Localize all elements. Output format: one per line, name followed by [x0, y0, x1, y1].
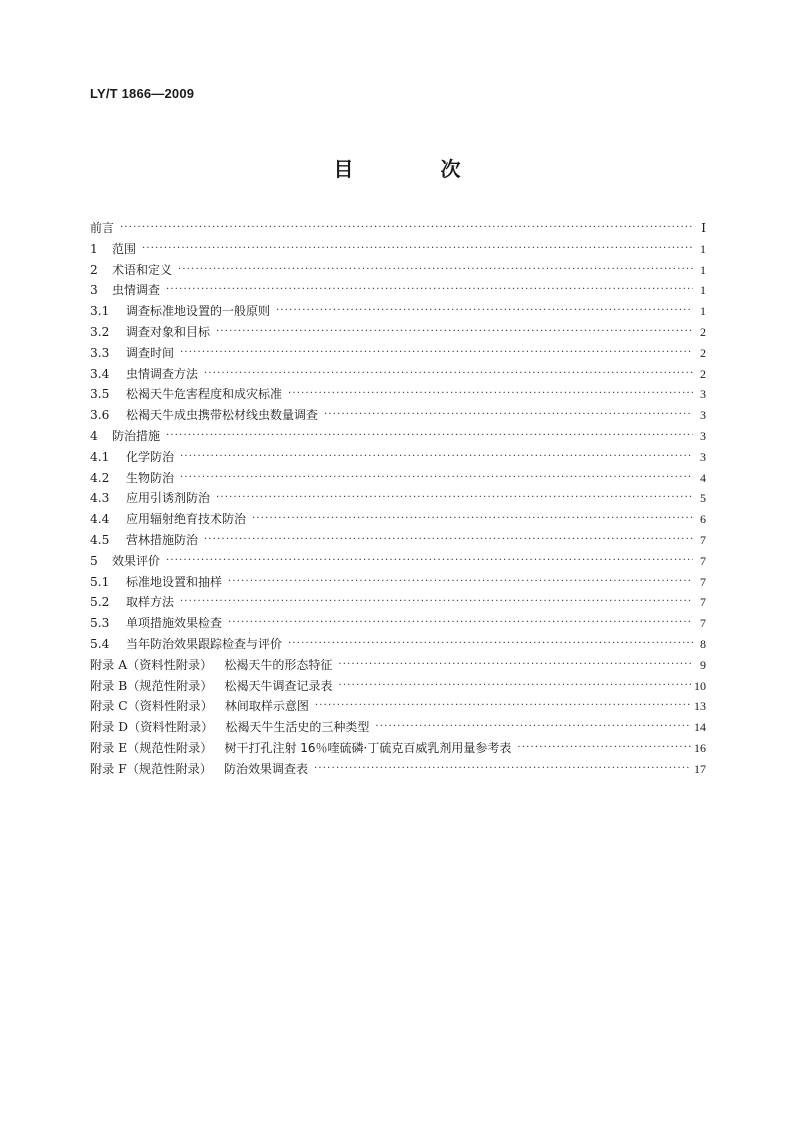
- toc-entry-page: Ⅰ: [701, 221, 706, 235]
- toc-dot-leader: [314, 759, 691, 780]
- toc-entry-label: 效果评价: [112, 553, 161, 568]
- toc-entry-page: 14: [694, 720, 706, 735]
- toc-entry-label: 松褐天牛调查记录表: [224, 678, 333, 693]
- toc-entry[interactable]: [90, 509, 706, 530]
- toc-entry[interactable]: [90, 468, 706, 489]
- toc-entry-label: 当年防治效果跟踪检查与评价: [126, 636, 283, 651]
- toc-entry-label: 调查对象和目标: [126, 324, 211, 339]
- toc-entry-page: 6: [700, 512, 706, 527]
- toc-entry-number: 4.3: [90, 491, 110, 506]
- toc-entry-number: 附录 A（资料性附录）: [90, 657, 213, 672]
- toc-entry[interactable]: [90, 530, 706, 551]
- toc-entry-label: 前言: [90, 221, 115, 235]
- toc-dot-leader: [166, 280, 693, 301]
- toc-entry[interactable]: [90, 717, 706, 738]
- toc-dot-leader: [324, 405, 693, 426]
- toc-dot-leader: [288, 384, 693, 405]
- toc-entry-number: 4.5: [90, 532, 110, 547]
- toc-entry-label: 防治措施: [112, 428, 161, 443]
- toc-dot-leader: [166, 551, 693, 572]
- toc-entry-number: 3.4: [90, 366, 110, 381]
- toc-dot-leader: [178, 260, 693, 281]
- toc-entry-page: 7: [700, 616, 706, 631]
- toc-entry[interactable]: [90, 696, 706, 717]
- toc-entry-page: 3: [700, 387, 706, 402]
- toc-entry-page: 1: [700, 262, 706, 277]
- toc-dot-leader: [228, 613, 693, 634]
- toc-entry-number: 附录 C（资料性附录）: [90, 699, 213, 714]
- toc-entry-page: 1: [700, 283, 706, 298]
- toc-entry-number: 附录 F（规范性附录）: [90, 761, 213, 776]
- toc-entry-number: 4.4: [90, 512, 110, 527]
- toc-entry-number: 4: [90, 428, 98, 443]
- toc-dot-leader: [276, 301, 693, 322]
- document-code: LY/T 1866—2009: [90, 86, 195, 101]
- toc-entry-number: 3.2: [90, 324, 110, 339]
- toc-dot-leader: [180, 447, 693, 468]
- toc-entry-number: 1: [90, 241, 98, 256]
- toc-entry[interactable]: [90, 218, 706, 239]
- toc-dot-leader: [315, 696, 691, 717]
- toc-entry-label: 调查标准地设置的一般原则: [126, 304, 271, 319]
- toc-entry[interactable]: [90, 384, 706, 405]
- toc-dot-leader: [204, 530, 693, 551]
- toc-entry-page: 7: [700, 574, 706, 589]
- toc-entry-label: 调查时间: [126, 345, 175, 360]
- toc-entry-label: 虫情调查方法: [126, 366, 199, 381]
- toc-entry[interactable]: [90, 343, 706, 364]
- toc-entry-number: 5.4: [90, 636, 110, 651]
- toc-entry-number: 附录 B（规范性附录）: [90, 678, 213, 693]
- toc-dot-leader: [180, 468, 693, 489]
- toc-dot-leader: [228, 572, 693, 593]
- toc-entry[interactable]: [90, 738, 706, 759]
- toc-dot-leader: [375, 717, 691, 738]
- toc-entry[interactable]: [90, 676, 706, 697]
- toc-entry-page: 3: [700, 428, 706, 443]
- toc-dot-leader: [339, 676, 691, 697]
- toc-entry-label: 应用辐射绝育技术防治: [126, 512, 247, 527]
- toc-entry[interactable]: [90, 613, 706, 634]
- toc-entry-page: 9: [700, 657, 706, 672]
- toc-entry-number: 3.6: [90, 408, 110, 423]
- toc-dot-leader: [252, 509, 693, 530]
- toc-entry-label: 防治效果调查表: [224, 761, 309, 776]
- toc-dot-leader: [216, 322, 693, 343]
- toc-entry[interactable]: [90, 260, 706, 281]
- toc-dot-leader: [180, 343, 693, 364]
- toc-entry-label: 营林措施防治: [126, 532, 199, 547]
- toc-entry-number: 4.2: [90, 470, 110, 485]
- toc-entry-label: 取样方法: [126, 595, 175, 610]
- toc-entry-page: 2: [700, 345, 706, 360]
- toc-entry-number: 5.1: [90, 574, 110, 589]
- toc-entry-page: 2: [700, 366, 706, 381]
- toc-entry[interactable]: [90, 592, 706, 613]
- toc-entry[interactable]: [90, 634, 706, 655]
- toc-entry[interactable]: [90, 759, 706, 780]
- toc-entry-page: 3: [700, 449, 706, 464]
- toc-entry-label: 生物防治: [126, 470, 175, 485]
- toc-entry-label: 松褐天牛成虫携带松材线虫数量调查: [126, 408, 319, 423]
- toc-entry-number: 3.3: [90, 345, 110, 360]
- toc-entry-number: 3: [90, 283, 98, 298]
- toc-entry-page: 7: [700, 595, 706, 610]
- toc-entry-label: 标准地设置和抽样: [126, 574, 223, 589]
- toc-dot-leader: [517, 738, 691, 759]
- toc-entry-label: 应用引诱剂防治: [126, 491, 211, 506]
- toc-dot-leader: [338, 655, 693, 676]
- toc-entry-label: 范围: [112, 241, 137, 256]
- toc-entry-label: 松褐天牛的形态特征: [224, 657, 333, 672]
- toc-entry[interactable]: [90, 301, 706, 322]
- toc-entry[interactable]: [90, 572, 706, 593]
- toc-dot-leader: [288, 634, 693, 655]
- toc-entry-number: 5.2: [90, 595, 110, 610]
- toc-entry[interactable]: [90, 655, 706, 676]
- toc-entry-label: 化学防治: [126, 449, 175, 464]
- toc-entry-page: 10: [694, 678, 706, 693]
- toc-entry-page: 1: [700, 304, 706, 319]
- toc-entry-page: 2: [700, 324, 706, 339]
- toc-entry[interactable]: [90, 447, 706, 468]
- toc-entry[interactable]: [90, 551, 706, 572]
- toc-entry-page: 7: [700, 532, 706, 547]
- toc-entry-page: 16: [694, 740, 706, 755]
- toc-entry-number: 3.5: [90, 387, 110, 402]
- toc-entry[interactable]: [90, 405, 706, 426]
- toc-dot-leader: [166, 426, 693, 447]
- toc-entry-label: 虫情调查: [112, 283, 161, 298]
- toc-entry-page: 8: [700, 636, 706, 651]
- toc-entry-page: 3: [700, 408, 706, 423]
- toc-entry-number: 2: [90, 262, 98, 277]
- toc-dot-leader: [142, 239, 693, 260]
- toc-entry-page: 17: [694, 761, 706, 776]
- toc-entry-number: 3.1: [90, 304, 110, 319]
- toc-entry-number: 4.1: [90, 449, 110, 464]
- toc-entry-number: 5.3: [90, 616, 110, 631]
- toc-entry[interactable]: [90, 322, 706, 343]
- toc-entry-page: 13: [694, 699, 706, 714]
- toc-entry-number: 附录 E（规范性附录）: [90, 740, 213, 755]
- toc-entry-label: 松褐天牛生活史的三种类型: [225, 720, 370, 735]
- toc-entry-page: 1: [700, 241, 706, 256]
- toc-dot-leader: [216, 488, 693, 509]
- toc-entry-number: 5: [90, 553, 98, 568]
- table-of-contents: [90, 218, 706, 780]
- toc-title: 目 次: [333, 157, 501, 181]
- toc-entry-label: 术语和定义: [112, 262, 173, 277]
- toc-dot-leader: [180, 592, 693, 613]
- toc-entry-page: 4: [700, 470, 706, 485]
- toc-entry-page: 7: [700, 553, 706, 568]
- toc-entry[interactable]: [90, 488, 706, 509]
- toc-entry-label: 树干打孔注射 16％喹硫磷·丁硫克百威乳剂用量参考表: [224, 740, 512, 755]
- toc-entry-page: 5: [700, 491, 706, 506]
- toc-entry[interactable]: [90, 239, 706, 260]
- toc-entry[interactable]: [90, 426, 706, 447]
- toc-dot-leader: [204, 364, 693, 385]
- toc-entry-label: 松褐天牛危害程度和成灾标准: [126, 387, 283, 402]
- toc-entry[interactable]: [90, 280, 706, 301]
- toc-entry-number: 附录 D（资料性附录）: [90, 720, 214, 735]
- toc-dot-leader: [120, 218, 693, 239]
- toc-entry-label: 林间取样示意图: [224, 699, 309, 714]
- toc-entry-label: 单项措施效果检查: [126, 616, 223, 631]
- toc-entry[interactable]: [90, 364, 706, 385]
